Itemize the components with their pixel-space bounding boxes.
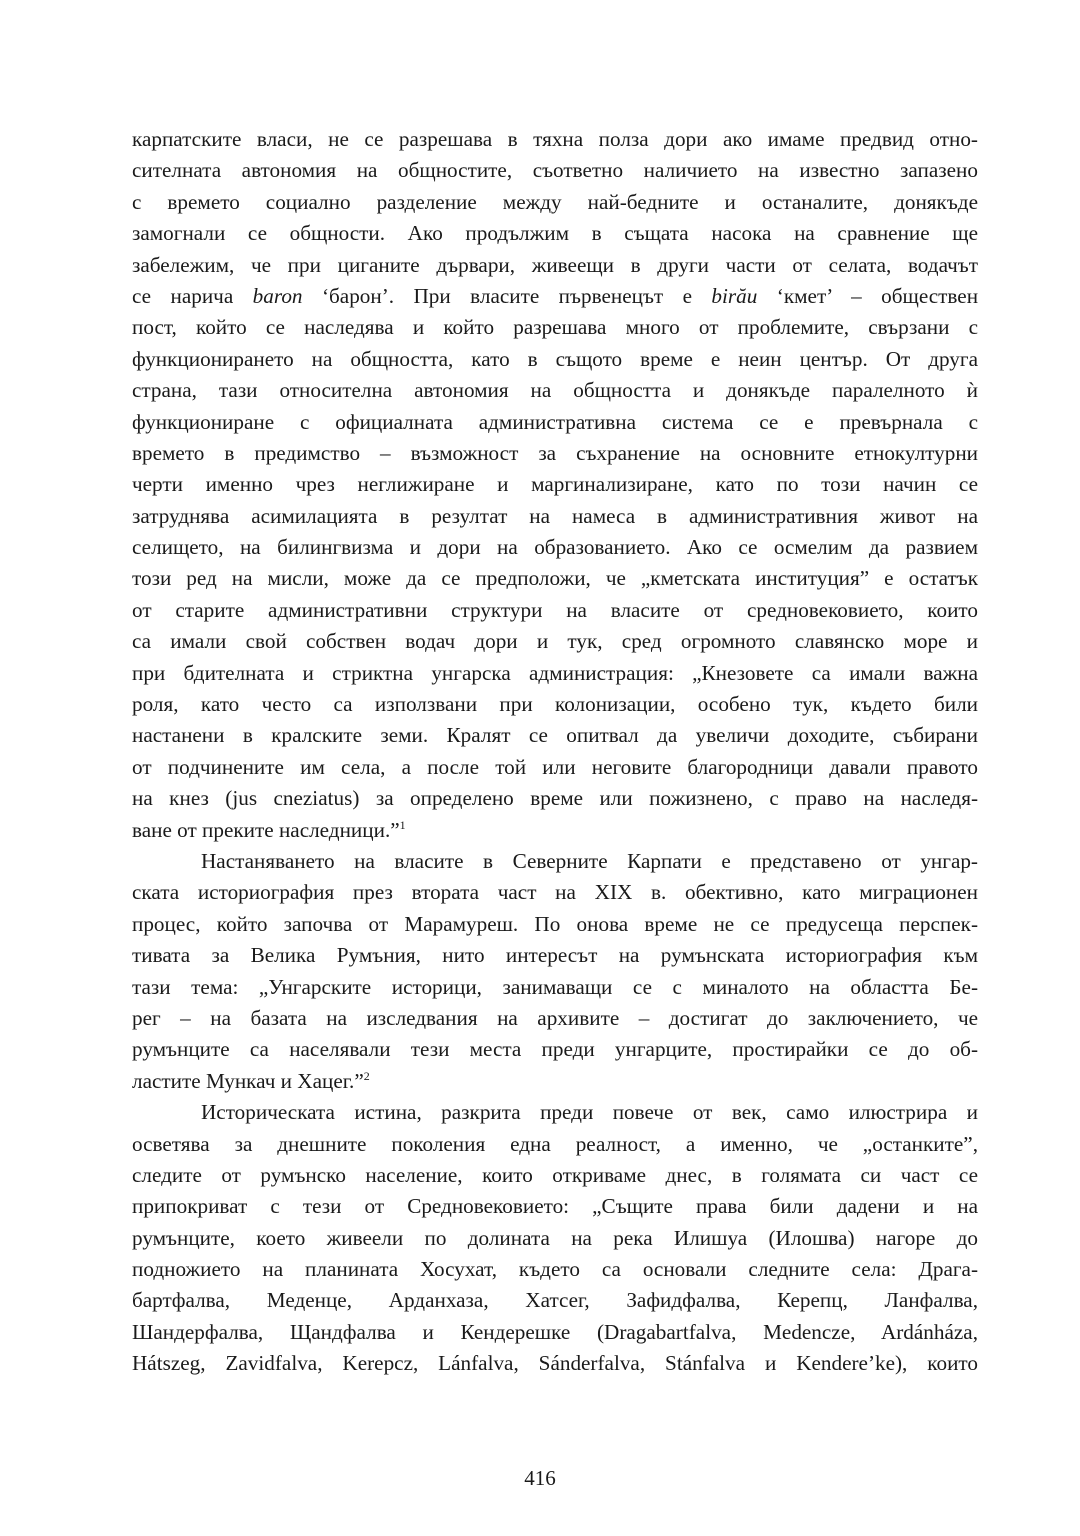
text-line: роля, като често са използвани при колонизации, особено тук, където били <box>132 692 978 717</box>
italic-term-baron: baron <box>252 283 303 308</box>
text-line: селището, на билингвизма и дори на образованието. Ако се осмелим да развием <box>132 535 978 560</box>
text-line: бартфалва, Меденце, Арданхаза, Хатсег, Зафидфалва, Керепц, Ланфалва, <box>132 1288 978 1313</box>
text-line: румънците, което живеели по долината на река Илишуа (Илошва) нагоре до <box>132 1225 978 1250</box>
text-line: са имали свой собствен водач дори и тук, сред огромното славянско море и <box>132 629 978 654</box>
text-line: Историческата истина, разкрита преди повече от век, само илюстрира и <box>201 1100 978 1125</box>
text-line: следите от румънско население, които откриваме днес, в голямата си част се <box>132 1162 978 1187</box>
text-line: функциониране с официалната административна система се е превърнала с <box>132 409 978 434</box>
text-line: при бдителната и стриктна унгарска администрация: „Кнезовете са имали важна <box>132 660 978 685</box>
text-line: времето в предимство – възможност за съхранение на основните етнокултурни <box>132 440 978 465</box>
text-line: припокриват с тези от Средновековието: „Същите права били дадени и на <box>132 1194 978 1219</box>
text-line: румънците са населявали тези места преди унгарците, простирайки се до об- <box>132 1037 978 1062</box>
text-line: функционирането на общността, като в същото време е неин център. От друга <box>132 346 978 371</box>
text-line: осветява за днешните поколения една реалност, а именно, че „останките”, <box>132 1131 978 1156</box>
text-line: Настаняването на власите в Северните Карпати е представено от унгар- <box>201 848 978 873</box>
text-line: от подчинените им села, а после той или неговите благородници давали правото <box>132 754 978 779</box>
paragraph-3 <box>132 1097 978 1380</box>
text-line: карпатските власи, не се разрешава в тяхна полза дори ако имаме предвид отно- <box>132 127 978 151</box>
text-line: затруднява асимилацията в резултат на намеса в административния живот на <box>132 503 978 528</box>
text-line: черти именно чрез неглижиране и маргинализиране, като по този начин се <box>132 472 978 497</box>
text-segment: ‘кмет’ – обществен <box>776 283 979 308</box>
text-segment: ‘барон’. При власите първенецът е <box>321 283 692 308</box>
text-segment: се нарича <box>132 283 234 308</box>
paragraph-2 <box>132 846 978 1097</box>
text-line: ската историография през втората част на XIX в. обективно, като миграционен <box>132 880 978 905</box>
text-line: подножието на планината Хосухат, където са основали следните села: Драга- <box>132 1257 978 1282</box>
text-line: този ред на мисли, може да се предположи, че „кметската институция” е остатък <box>132 566 978 591</box>
text-line <box>132 1066 978 1097</box>
paragraph-1 <box>132 124 978 846</box>
text-segment: ване от преките наследници.” <box>132 817 400 842</box>
text-line: рег – на базата на изследвания на архивите – достигат до заключението, че <box>132 1005 978 1030</box>
text-line: от старите административни структури на власите от средновековието, които <box>132 597 978 622</box>
text-line: страна, тази относителна автономия на общността и донякъде паралелното ѝ <box>132 378 978 403</box>
text-line: сителната автономия на общностите, съответно наличието на известно запазено <box>132 158 978 183</box>
text-line: на кнез (jus cneziatus) за определено време или пожизнено, с право на наследя- <box>132 786 978 811</box>
text-line <box>132 815 978 846</box>
text-line-mixed <box>132 281 978 312</box>
text-line: процес, който започва от Марамуреш. По онова време не се предусеща перспек- <box>132 911 978 936</box>
text-line: с времето социално разделение между най-бедните и останалите, донякъде <box>132 189 978 214</box>
page-number: 416 <box>524 1466 556 1490</box>
text-line: замогнали се общности. Ако продължим в същата насока на сравнение ще <box>132 221 978 246</box>
text-line: тази тема: „Унгарските историци, занимаващи се с миналото на областта Бе- <box>132 974 978 999</box>
footnote-reference-2[interactable]: 2 <box>363 1068 370 1083</box>
text-line: пост, който се наследява и който разрешава много от проблемите, свързани с <box>132 315 978 340</box>
text-segment: ластите Мункач и Хацег.” <box>132 1068 364 1093</box>
text-line: Шандерфалва, Щандфалва и Кендерешке (Dragabartfalva, Medencze, Ardánháza, <box>132 1319 978 1344</box>
body-text <box>132 124 978 1380</box>
italic-term-birau: birău <box>711 283 758 308</box>
text-line: забележим, че при циганите дървари, живеещи в други части от селата, водачът <box>132 252 978 277</box>
text-line: Hátszeg, Zavidfalva, Kerepcz, Lánfalva, Sánderfalva, Stánfalva и Kendere’ke), които <box>132 1351 978 1376</box>
footnote-reference-1[interactable]: 1 <box>399 817 406 832</box>
text-line: тивата за Велика Румъния, нито интересът на румънската историография към <box>132 943 978 968</box>
text-line: настанени в кралските земи. Кралят се опитвал да увеличи доходите, събирани <box>132 723 978 748</box>
